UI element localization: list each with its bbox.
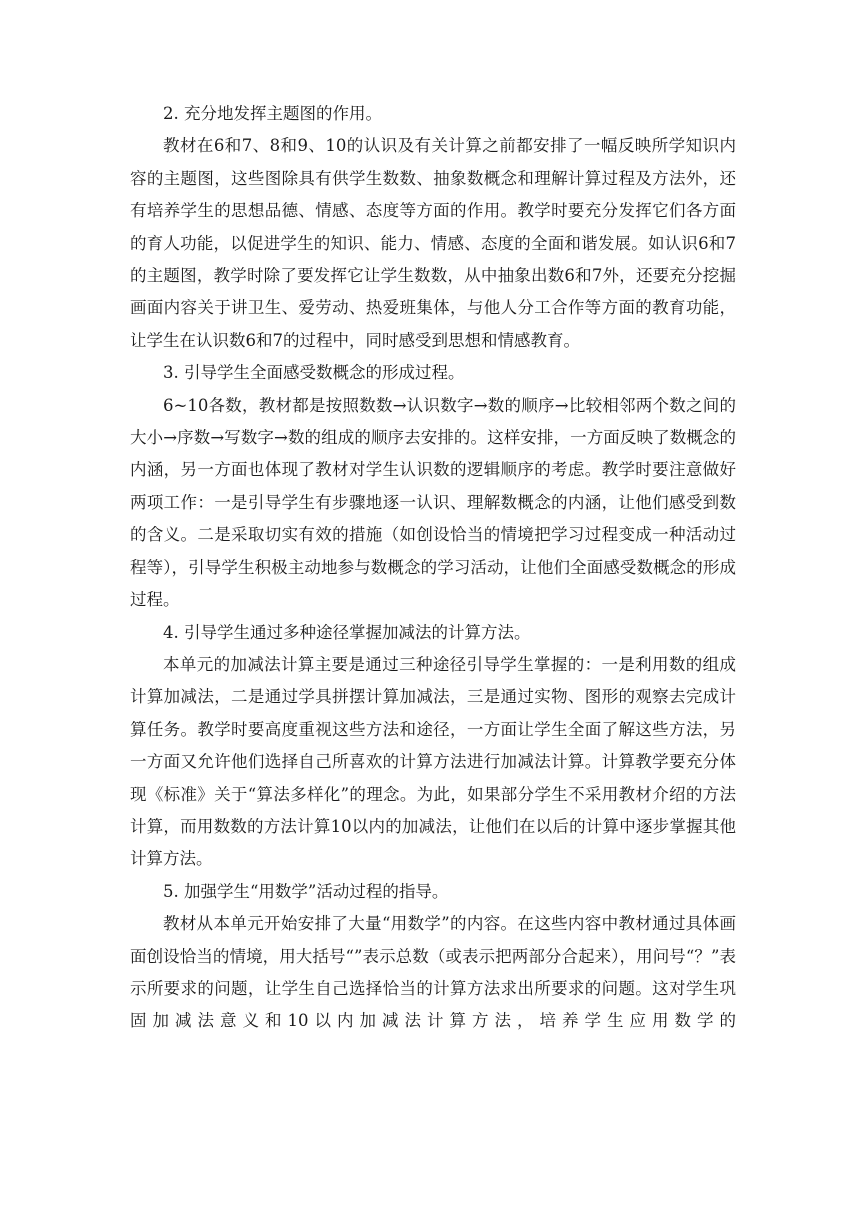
section-paragraph-3: 6~10各数，教材都是按照数数→认识数字→数的顺序→比较相邻两个数之间的大小→序数→写数字→数的组成的顺序去安排的。这样安排，一方面反映了数概念的内涵，另一方面也体现了教材对学生认识数的逻辑顺序的考虑。教学时要注意做好两项工作：一是引导学生有步骤地逐一认识、理解数概念的内涵，让他们感受到数的含义。二是采取切实有效的措施（如创设恰当的情境把学习过程变成一种活动过程等），引导学生积极主动地参与数概念的学习活动，让他们全面感受数概念的形成过程。: [130, 395, 736, 610]
section-heading-3: 3. 引导学生全面感受数概念的形成过程。: [163, 363, 465, 383]
section-paragraph-2: 教材在6和7、8和9、10的认识及有关计算之前都安排了一幅反映所学知识内容的主题图，这些图除具有供学生数数、抽象数概念和理解计算过程及方法外，还有培养学生的思想品德、情感、态度等方面的作用。教学时要充分发挥它们各方面的育人功能，以促进学生的知识、能力、情感、态度的全面和谐发展。如认识6和7的主题图，教学时除了要发挥它让学生数数，从中抽象出数6和7外，还要充分挖掘画面内容关于讲卫生、爱劳动、热爱班集体，与他人分工合作等方面的教育功能，让学生在认识数6和7的过程中，同时感受到思想和情感教育。: [130, 136, 736, 350]
section-heading-2: 2. 充分地发挥主题图的作用。: [163, 104, 382, 123]
section-heading-4: 4. 引导学生通过多种途径掌握加减法的计算方法。: [163, 622, 531, 642]
section-paragraph-5: 教材从本单元开始安排了大量“用数学”的内容。在这些内容中教材通过具体画面创设恰当的情境，用大括号“”表示总数（或表示把两部分合起来），用问号“？”表示所要求的问题，让学生自己选择恰当的计算方法求出所要求的问题。这对学生巩固加减法意义和10以内加减法计算方法，培养学生应用数学的: [130, 914, 736, 1031]
section-heading-5: 5. 加强学生“用数学”活动过程的指导。: [163, 881, 449, 901]
section-paragraph-4: 本单元的加减法计算主要是通过三种途径引导学生掌握的：一是利用数的组成计算加减法，二是通过学具拼摆计算加减法，三是通过实物、图形的观察去完成计算任务。教学时要高度重视这些方法和途径，一方面让学生全面了解这些方法，另一方面又允许他们选择自己所喜欢的计算方法进行加减法计算。计算教学要充分体现《标准》关于“算法多样化”的理念。为此，如果部分学生不采用教材介绍的方法计算，而用数数的方法计算10以内的加减法，让他们在以后的计算中逐步掌握其他计算方法。: [130, 654, 736, 869]
document-body: [130, 98, 736, 1038]
